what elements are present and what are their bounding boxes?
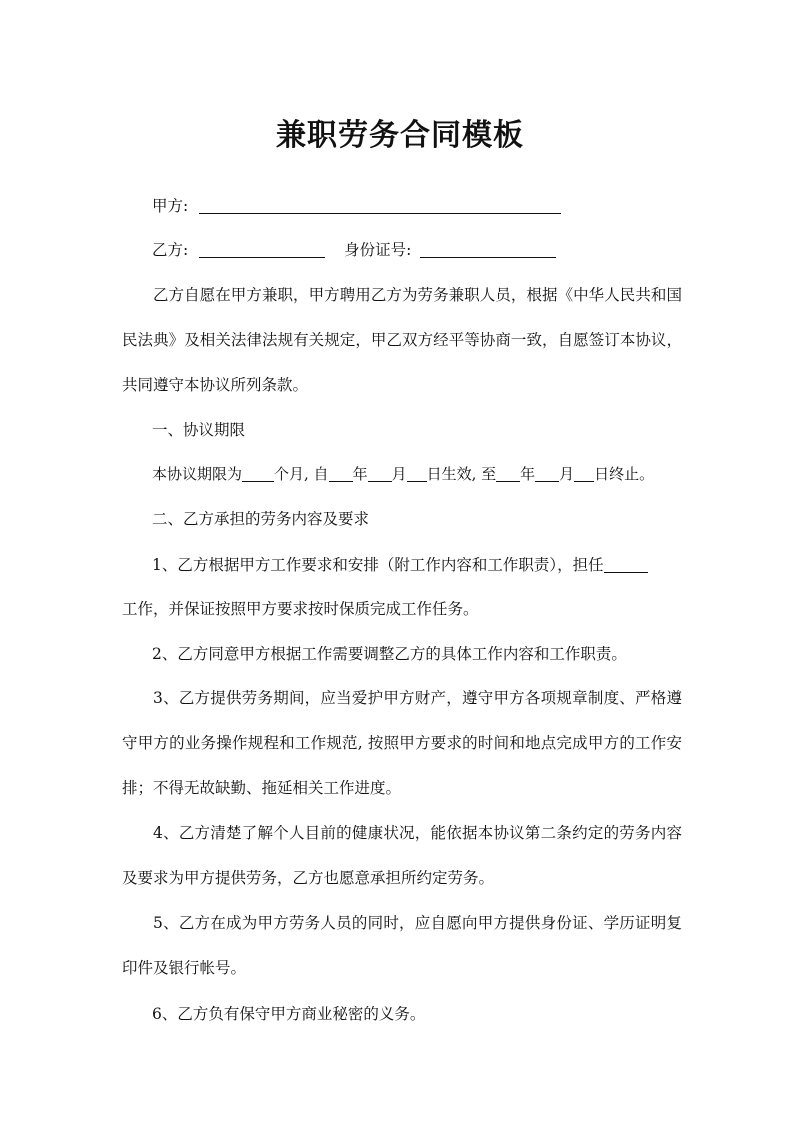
term-text-2: 个月, 自 bbox=[274, 465, 329, 483]
item-5: 5、乙方在成为甲方劳务人员的同时，应自愿向甲方提供身份证、学历证明复印件及银行帐号。 bbox=[122, 914, 682, 977]
term-text-7: 月 bbox=[559, 465, 575, 483]
section-2-heading: 二、乙方承担的劳务内容及要求 bbox=[152, 510, 370, 528]
item-6: 6、乙方负有保守甲方商业秘密的义务。 bbox=[152, 1005, 426, 1023]
item-3: 3、乙方提供劳务期间，应当爱护甲方财产，遵守甲方各项规章制度、严格遵守甲方的业务操作规程和工作规范, 按照甲方要求的时间和地点完成甲方的工作安排；不得无故缺勤、拖延相关工作进度。 bbox=[122, 689, 682, 797]
term-text-3: 年 bbox=[352, 465, 368, 483]
term-text-8: 日终止。 bbox=[594, 465, 655, 483]
term-text-1: 本协议期限为 bbox=[152, 465, 243, 483]
item-4: 4、乙方清楚了解个人目前的健康状况，能依据本协议第二条约定的劳务内容及要求为甲方提供劳务，乙方也愿意承担所约定劳务。 bbox=[122, 824, 682, 887]
term-text-5: 日生效, 至 bbox=[426, 465, 497, 483]
party-a-blank[interactable] bbox=[199, 197, 561, 214]
term-months-blank[interactable] bbox=[242, 465, 274, 482]
end-day-blank[interactable] bbox=[574, 465, 594, 482]
start-year-blank[interactable] bbox=[329, 465, 353, 482]
party-b-blank[interactable] bbox=[199, 241, 325, 258]
document-title: 兼职劳务合同模板 bbox=[276, 118, 524, 153]
intro-paragraph: 乙方自愿在甲方兼职，甲方聘用乙方为劳务兼职人员，根据《中华人民共和国民法典》及相关法律法规有关规定，甲乙双方经平等协商一致，自愿签订本协议，共同遵守本协议所列条款。 bbox=[122, 286, 682, 394]
position-blank[interactable] bbox=[604, 556, 648, 573]
item-1-line-2: 工作，并保证按照甲方要求按时保质完成工作任务。 bbox=[122, 600, 479, 618]
party-a-label: 甲方: bbox=[152, 197, 189, 215]
end-year-blank[interactable] bbox=[496, 465, 520, 482]
item-1-line-1 bbox=[152, 555, 648, 575]
start-month-blank[interactable] bbox=[368, 465, 392, 482]
party-a-line bbox=[152, 196, 561, 216]
item-1-text: 1、乙方根据甲方工作要求和安排（附工作内容和工作职责），担任 bbox=[152, 556, 604, 574]
term-text-4: 月 bbox=[391, 465, 407, 483]
id-number-label: 身份证号: bbox=[344, 241, 412, 259]
end-month-blank[interactable] bbox=[535, 465, 559, 482]
term-text-6: 年 bbox=[520, 465, 536, 483]
section-1-heading: 一、协议期限 bbox=[152, 421, 246, 439]
start-day-blank[interactable] bbox=[407, 465, 427, 482]
term-line bbox=[152, 464, 654, 484]
id-number-blank[interactable] bbox=[420, 241, 556, 258]
item-2: 2、乙方同意甲方根据工作需要调整乙方的具体工作内容和工作职责。 bbox=[152, 645, 627, 663]
party-b-label: 乙方: bbox=[152, 241, 189, 259]
party-b-line bbox=[152, 240, 556, 260]
